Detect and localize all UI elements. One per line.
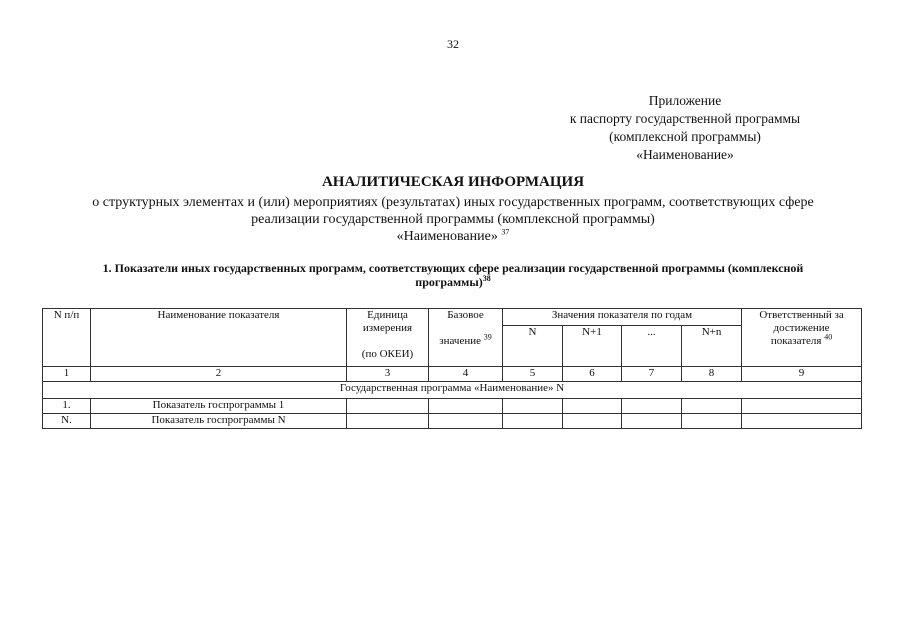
program-title: Государственная программа «Наименование» N: [43, 382, 862, 399]
row-cell: [742, 414, 862, 429]
column-number: 6: [563, 367, 622, 382]
document-subtitle: [40, 194, 866, 245]
header-text: (по ОКЕИ): [361, 348, 414, 360]
appendix-line: Приложение: [648, 93, 722, 108]
row-cell: [742, 399, 862, 414]
footnote-ref: 39: [483, 332, 492, 342]
column-number: 8: [682, 367, 742, 382]
header-text: [745, 332, 858, 348]
header-text: Ответственный за: [759, 309, 844, 321]
header-year: N: [503, 326, 563, 367]
row-cell: [347, 399, 429, 414]
appendix-note: [520, 92, 850, 164]
header-base: [429, 309, 503, 367]
section-text: программы): [415, 275, 483, 289]
row-cell: [622, 414, 682, 429]
header-name: Наименование показателя: [91, 309, 347, 367]
row-cell: [503, 414, 563, 429]
subtitle-line: [40, 228, 866, 245]
row-cell: [563, 414, 622, 429]
row-cell: [563, 399, 622, 414]
row-cell: [682, 414, 742, 429]
section-line: 1. Показатели иных государственных программ, соответствующих сфере реализации государственной программы (комплексной: [102, 261, 804, 275]
section-heading: [60, 261, 846, 289]
subtitle-line: о структурных элементах и (или) мероприятиях (результатах) иных государственных программ, соответствующих сфере: [92, 195, 814, 210]
header-responsible: [742, 309, 862, 367]
header-text: Единица: [367, 309, 408, 321]
header-year: N+n: [682, 326, 742, 367]
row-num: N.: [43, 414, 91, 429]
row-name: Показатель госпрограммы N: [91, 414, 347, 429]
table-row: [43, 414, 862, 429]
row-cell: [622, 399, 682, 414]
header-text: [432, 332, 499, 348]
row-cell: [682, 399, 742, 414]
row-cell: [429, 399, 503, 414]
header-text: измерения: [362, 322, 413, 334]
indicators-table: [42, 308, 862, 429]
table-row: [43, 399, 862, 414]
header-unit: [347, 309, 429, 367]
row-name: Показатель госпрограммы 1: [91, 399, 347, 414]
footnote-ref: 38: [482, 274, 491, 283]
header-num: N п/п: [43, 309, 91, 367]
column-number: 5: [503, 367, 563, 382]
document-title: АНАЛИТИЧЕСКАЯ ИНФОРМАЦИЯ: [321, 174, 585, 190]
column-number: 4: [429, 367, 503, 382]
header-text: достижение: [773, 322, 830, 334]
header-text: значение: [439, 335, 481, 347]
footnote-ref: 40: [824, 332, 833, 342]
row-cell: [347, 414, 429, 429]
column-number: 7: [622, 367, 682, 382]
column-number: 9: [742, 367, 862, 382]
column-number: 3: [347, 367, 429, 382]
appendix-line: (комплексной программы): [609, 129, 761, 144]
header-year: N+1: [563, 326, 622, 367]
column-number: 2: [91, 367, 347, 382]
page-number: 32: [447, 37, 459, 51]
appendix-line: «Наименование»: [636, 147, 734, 162]
column-number: 1: [43, 367, 91, 382]
row-cell: [429, 414, 503, 429]
header-values-group: Значения показателя по годам: [503, 309, 742, 326]
row-num: 1.: [43, 399, 91, 414]
subtitle-text: «Наименование»: [396, 229, 498, 244]
footnote-ref: 37: [501, 227, 510, 237]
column-numbers-row: [43, 367, 862, 382]
header-text: Базовое: [447, 309, 484, 321]
appendix-line: к паспорту государственной программы: [569, 111, 801, 126]
program-row: [43, 382, 862, 399]
header-year: ...: [622, 326, 682, 367]
row-cell: [503, 399, 563, 414]
subtitle-line: реализации государственной программы (комплексной программы): [251, 212, 655, 227]
header-text: показателя: [770, 335, 822, 347]
table-header-row: [43, 309, 862, 326]
section-line: [60, 275, 846, 289]
